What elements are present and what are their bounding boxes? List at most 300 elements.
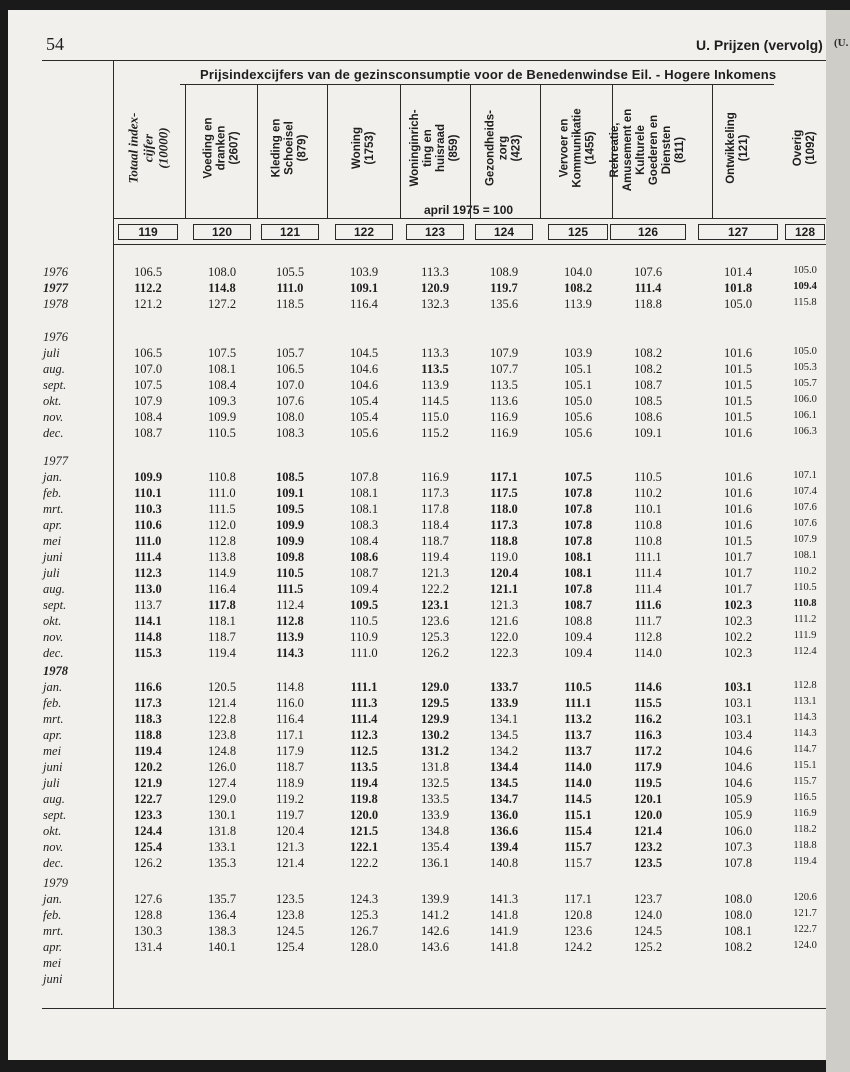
table-cell: 111.7 — [634, 614, 662, 628]
year-label: 1977 — [43, 281, 68, 295]
table-cell: 111.1 — [634, 550, 662, 564]
table-cell: 109.9 — [275, 518, 305, 532]
table-cell: 103.1 — [723, 712, 753, 726]
month-label: juli — [43, 346, 60, 360]
table-cell: 128.8 — [133, 908, 163, 922]
table-cell: 110.6 — [134, 518, 162, 532]
month-label: aug. — [43, 362, 65, 376]
table-cell: 105.7 — [793, 378, 817, 389]
table-cell: 107.9 — [133, 394, 163, 408]
month-label: juli — [43, 776, 60, 790]
table-cell: 128.0 — [349, 940, 379, 954]
table-cell: 106.5 — [133, 265, 163, 279]
table-cell: 143.6 — [420, 940, 450, 954]
table-cell: 102.2 — [723, 630, 753, 644]
table-cell: 134.2 — [489, 744, 519, 758]
table-cell: 122.8 — [207, 712, 237, 726]
table-cell: 108.3 — [349, 518, 379, 532]
table-cell: 108.0 — [207, 265, 237, 279]
table-cell: 118.8 — [134, 728, 162, 742]
month-label: jan. — [43, 680, 63, 694]
table-cell: 134.8 — [420, 824, 450, 838]
table-cell: 131.8 — [207, 824, 237, 838]
table-cell: 115.7 — [793, 776, 817, 787]
table-cell: 115.1 — [564, 808, 592, 822]
table-cell: 106.0 — [793, 394, 817, 405]
table-cell: 131.2 — [420, 744, 450, 758]
table-cell: 110.5 — [793, 582, 817, 593]
table-cell: 101.5 — [723, 378, 753, 392]
table-cell: 109.8 — [275, 550, 305, 564]
table-cell: 133.1 — [207, 840, 237, 854]
table-cell: 108.5 — [633, 394, 663, 408]
month-label: apr. — [43, 940, 63, 954]
month-label: feb. — [43, 696, 62, 710]
table-cell: 133.7 — [489, 680, 519, 694]
table-cell: 108.2 — [633, 362, 663, 376]
column-number: 121 — [279, 225, 301, 239]
table-cell: 114.8 — [208, 281, 236, 295]
table-cell: 130.1 — [207, 808, 237, 822]
table-cell: 119.2 — [276, 792, 304, 806]
table-cell: 125.4 — [133, 840, 163, 854]
table-cell: 120.2 — [133, 760, 163, 774]
table-cell: 109.5 — [275, 502, 305, 516]
table-cell: 141.8 — [489, 940, 519, 954]
table-cell: 126.7 — [349, 924, 379, 938]
table-cell: 112.8 — [276, 614, 304, 628]
table-cell: 116.9 — [793, 808, 817, 819]
table-cell: 125.2 — [633, 940, 663, 954]
month-label: aug. — [43, 792, 65, 806]
table-cell: 107.8 — [563, 502, 593, 516]
table-cell: 118.7 — [276, 760, 304, 774]
table-cell: 119.4 — [208, 646, 236, 660]
table-cell: 109.1 — [275, 486, 305, 500]
table-cell: 108.0 — [275, 410, 305, 424]
table-cell: 116.5 — [793, 792, 817, 803]
table-cell: 114.6 — [634, 680, 662, 694]
month-label: nov. — [43, 630, 64, 644]
table-cell: 108.3 — [275, 426, 305, 440]
month-label: sept. — [43, 598, 67, 612]
table-cell: 105.9 — [723, 792, 753, 806]
table-cell: 109.5 — [349, 598, 379, 612]
table-cell: 113.5 — [490, 378, 518, 392]
table-cell: 122.2 — [349, 856, 379, 870]
month-label: feb. — [43, 486, 62, 500]
column-header: Voeding en dranken (2607) — [202, 117, 241, 179]
table-cell: 110.2 — [634, 486, 662, 500]
table-cell: 110.5 — [208, 426, 236, 440]
month-label: okt. — [43, 614, 62, 628]
table-cell: 131.4 — [133, 940, 163, 954]
month-label: dec. — [43, 646, 64, 660]
table-cell: 112.2 — [134, 281, 162, 295]
column-divider — [470, 84, 471, 218]
table-cell: 108.0 — [723, 892, 753, 906]
table-cell: 107.0 — [275, 378, 305, 392]
table-cell: 119.7 — [276, 808, 304, 822]
table-left-rule — [113, 60, 114, 1008]
table-cell: 119.5 — [634, 776, 662, 790]
table-cell: 107.6 — [793, 518, 817, 529]
table-cell: 113.7 — [134, 598, 162, 612]
table-cell: 122.2 — [420, 582, 450, 596]
table-cell: 107.5 — [207, 346, 237, 360]
table-cell: 124.8 — [207, 744, 237, 758]
table-cell: 116.4 — [350, 297, 378, 311]
column-header: Woninginrich- ting en huisraad (859) — [409, 109, 460, 187]
table-cell: 104.6 — [349, 362, 379, 376]
table-cell: 107.0 — [133, 362, 163, 376]
table-cell: 123.8 — [275, 908, 305, 922]
table-cell: 113.3 — [421, 346, 449, 360]
table-cell: 113.2 — [564, 712, 592, 726]
table-cell: 138.3 — [207, 924, 237, 938]
table-cell: 114.7 — [793, 744, 817, 755]
table-cell: 117.5 — [490, 486, 518, 500]
column-number: 126 — [637, 225, 659, 239]
table-cell: 114.5 — [564, 792, 592, 806]
table-cell: 101.5 — [723, 394, 753, 408]
year-label: 1977 — [43, 454, 68, 468]
table-cell: 101.8 — [723, 281, 753, 295]
table-cell: 104.6 — [723, 760, 753, 774]
month-label: mrt. — [43, 712, 64, 726]
table-cell: 102.3 — [723, 646, 753, 660]
month-label: sept. — [43, 378, 67, 392]
table-cell: 104.0 — [563, 265, 593, 279]
table-cell: 123.8 — [207, 728, 237, 742]
column-header: Rekreatie, Amusement en Kulturele Goederen en Diensten (811) — [609, 108, 686, 192]
top-rule — [42, 60, 826, 61]
table-cell: 123.2 — [633, 840, 663, 854]
table-cell: 119.0 — [490, 550, 518, 564]
table-cell: 109.9 — [275, 534, 305, 548]
table-cell: 118.8 — [634, 297, 662, 311]
month-label: feb. — [43, 908, 62, 922]
table-cell: 107.6 — [793, 502, 817, 513]
month-label: juli — [43, 566, 60, 580]
table-cell: 123.1 — [420, 598, 450, 612]
table-cell: 116.2 — [634, 712, 662, 726]
table-cell: 108.7 — [349, 566, 379, 580]
year-label: 1978 — [43, 664, 68, 678]
base-period: april 1975 = 100 — [424, 203, 514, 217]
table-cell: 129.5 — [420, 696, 450, 710]
table-cell: 105.9 — [723, 808, 753, 822]
table-cell: 123.6 — [420, 614, 450, 628]
table-cell: 124.2 — [563, 940, 593, 954]
column-header: Kleding en Schoeisel (879) — [270, 118, 309, 178]
table-cell: 118.8 — [490, 534, 518, 548]
table-cell: 119.8 — [350, 792, 378, 806]
page-number: 54 — [46, 34, 64, 54]
table-cell: 106.5 — [133, 346, 163, 360]
table-cell: 111.0 — [276, 281, 304, 295]
table-cell: 108.1 — [207, 362, 237, 376]
table-cell: 113.5 — [350, 760, 378, 774]
month-label: dec. — [43, 856, 64, 870]
table-cell: 115.2 — [421, 426, 449, 440]
table-cell: 107.9 — [793, 534, 817, 545]
table-cell: 107.5 — [133, 378, 163, 392]
table-cell: 111.5 — [276, 582, 304, 596]
column-header: Ontwikkeling (121) — [725, 112, 750, 184]
table-cell: 141.8 — [489, 908, 519, 922]
table-cell: 111.4 — [634, 281, 662, 295]
table-cell: 108.7 — [133, 426, 163, 440]
month-label: nov. — [43, 840, 64, 854]
table-cell: 117.8 — [421, 502, 449, 516]
table-cell: 108.0 — [723, 908, 753, 922]
table-cell: 139.9 — [420, 892, 450, 906]
table-cell: 101.4 — [723, 265, 753, 279]
table-cell: 116.6 — [134, 680, 162, 694]
table-cell: 129.0 — [207, 792, 237, 806]
table-cell: 121.6 — [489, 614, 519, 628]
column-number: 119 — [138, 225, 158, 239]
table-cell: 141.9 — [489, 924, 519, 938]
table-cell: 110.5 — [564, 680, 592, 694]
table-cell: 115.1 — [793, 760, 817, 771]
table-cell: 121.4 — [275, 856, 305, 870]
table-cell: 117.9 — [276, 744, 304, 758]
table-cell: 134.4 — [489, 760, 519, 774]
table-cell: 141.3 — [489, 892, 519, 906]
column-number: 127 — [727, 225, 749, 239]
table-cell: 120.9 — [420, 281, 450, 295]
table-cell: 110.5 — [350, 614, 378, 628]
table-cell: 122.1 — [349, 840, 379, 854]
table-cell: 107.5 — [563, 470, 593, 484]
table-cell: 122.7 — [133, 792, 163, 806]
table-title: Prijsindexcijfers van de gezinsconsumptie voor de Benedenwindse Eil. - Hogere Inkomens — [200, 67, 777, 82]
table-cell: 108.7 — [633, 378, 663, 392]
table-cell: 105.4 — [349, 410, 379, 424]
month-label: mei — [43, 744, 62, 758]
table-cell: 118.1 — [208, 614, 236, 628]
table-cell: 120.4 — [489, 566, 519, 580]
table-cell: 112.4 — [793, 646, 817, 657]
table-cell: 123.5 — [275, 892, 305, 906]
table-cell: 111.4 — [634, 566, 662, 580]
table-cell: 135.6 — [489, 297, 519, 311]
table-cell: 112.0 — [208, 518, 236, 532]
table-cell: 126.0 — [207, 760, 237, 774]
table-cell: 119.4 — [350, 776, 378, 790]
table-cell: 104.6 — [723, 744, 753, 758]
table-cell: 117.3 — [421, 486, 449, 500]
table-cell: 110.2 — [793, 566, 817, 577]
year-label: 1978 — [43, 297, 68, 311]
month-label: okt. — [43, 824, 62, 838]
table-cell: 104.5 — [349, 346, 379, 360]
table-cell: 109.9 — [207, 410, 237, 424]
column-header: Gezondheids- zorg (423) — [484, 109, 523, 187]
column-number: 124 — [493, 225, 515, 239]
table-cell: 136.0 — [489, 808, 519, 822]
table-cell: 108.2 — [633, 346, 663, 360]
table-cell: 114.8 — [276, 680, 304, 694]
table-cell: 116.9 — [421, 470, 449, 484]
table-cell: 111.3 — [350, 696, 378, 710]
column-divider — [257, 84, 258, 218]
table-cell: 111.0 — [134, 534, 162, 548]
table-cell: 101.6 — [723, 486, 753, 500]
table-cell: 134.5 — [489, 728, 519, 742]
table-cell: 101.5 — [723, 534, 753, 548]
table-cell: 116.9 — [490, 426, 518, 440]
year-label: 1979 — [43, 876, 68, 890]
table-cell: 134.1 — [489, 712, 519, 726]
table-cell: 105.6 — [563, 426, 593, 440]
table-cell: 135.7 — [207, 892, 237, 906]
column-number: 122 — [353, 225, 375, 239]
column-number: 120 — [211, 225, 233, 239]
table-cell: 103.1 — [723, 680, 753, 694]
table-cell: 101.7 — [723, 550, 753, 564]
table-cell: 108.1 — [723, 924, 753, 938]
table-cell: 141.2 — [420, 908, 450, 922]
table-cell: 125.3 — [349, 908, 379, 922]
table-cell: 117.2 — [634, 744, 662, 758]
table-cell: 123.6 — [563, 924, 593, 938]
table-cell: 114.3 — [793, 712, 817, 723]
table-cell: 113.8 — [208, 550, 236, 564]
table-cell: 136.4 — [207, 908, 237, 922]
table-cell: 104.6 — [349, 378, 379, 392]
table-cell: 108.1 — [793, 550, 817, 561]
table-cell: 120.5 — [207, 680, 237, 694]
table-cell: 105.4 — [349, 394, 379, 408]
table-cell: 121.1 — [489, 582, 519, 596]
table-cell: 124.0 — [793, 940, 817, 951]
column-divider — [327, 84, 328, 218]
table-cell: 113.3 — [421, 265, 449, 279]
table-cell: 101.5 — [723, 362, 753, 376]
column-divider — [540, 84, 541, 218]
table-cell: 117.1 — [276, 728, 304, 742]
table-cell: 127.6 — [133, 892, 163, 906]
table-cell: 108.1 — [349, 502, 379, 516]
table-cell: 123.7 — [633, 892, 663, 906]
table-cell: 121.5 — [349, 824, 379, 838]
table-cell: 107.8 — [723, 856, 753, 870]
table-cell: 111.6 — [634, 598, 662, 612]
month-label: jan. — [43, 892, 63, 906]
table-cell: 110.5 — [634, 470, 662, 484]
table-cell: 109.4 — [349, 582, 379, 596]
month-label: mrt. — [43, 924, 64, 938]
table-cell: 105.0 — [563, 394, 593, 408]
table-cell: 108.8 — [563, 614, 593, 628]
table-cell: 112.8 — [793, 680, 817, 691]
table-cell: 135.3 — [207, 856, 237, 870]
table-cell: 107.3 — [723, 840, 753, 854]
table-cell: 133.9 — [420, 808, 450, 822]
table-cell: 108.1 — [349, 486, 379, 500]
table-cell: 106.5 — [275, 362, 305, 376]
table-cell: 110.9 — [350, 630, 378, 644]
table-cell: 108.5 — [275, 470, 305, 484]
table-cell: 116.4 — [208, 582, 236, 596]
table-cell: 117.1 — [490, 470, 518, 484]
table-cell: 107.9 — [489, 346, 519, 360]
table-cell: 136.1 — [420, 856, 450, 870]
table-cell: 111.1 — [564, 696, 592, 710]
table-cell: 118.7 — [421, 534, 449, 548]
table-cell: 134.5 — [489, 776, 519, 790]
table-cell: 111.2 — [793, 614, 817, 625]
table-cell: 121.3 — [275, 840, 305, 854]
table-cell: 113.7 — [564, 728, 592, 742]
table-cell: 127.4 — [207, 776, 237, 790]
table-cell: 101.7 — [723, 566, 753, 580]
table-cell: 110.8 — [208, 470, 236, 484]
table-cell: 111.0 — [208, 486, 236, 500]
table-cell: 113.6 — [490, 394, 518, 408]
column-header: Totaal index- cijfer (10000) — [125, 112, 171, 184]
table-cell: 118.4 — [421, 518, 449, 532]
table-cell: 108.2 — [563, 281, 593, 295]
table-cell: 105.6 — [349, 426, 379, 440]
table-cell: 120.4 — [275, 824, 305, 838]
table-cell: 111.4 — [134, 550, 162, 564]
table-cell: 124.5 — [633, 924, 663, 938]
table-cell: 120.1 — [633, 792, 663, 806]
table-cell: 103.9 — [349, 265, 379, 279]
table-cell: 122.3 — [489, 646, 519, 660]
table-cell: 113.7 — [564, 744, 592, 758]
month-label: aug. — [43, 582, 65, 596]
table-cell: 111.1 — [350, 680, 378, 694]
year-label: 1976 — [43, 265, 68, 279]
table-cell: 108.4 — [349, 534, 379, 548]
table-cell: 113.9 — [276, 630, 304, 644]
table-cell: 115.5 — [634, 696, 662, 710]
table-cell: 119.4 — [793, 856, 817, 867]
table-cell: 114.0 — [634, 646, 662, 660]
table-cell: 134.7 — [489, 792, 519, 806]
table-cell: 118.0 — [490, 502, 518, 516]
table-cell: 136.6 — [489, 824, 519, 838]
table-cell: 109.4 — [563, 646, 593, 660]
table-cell: 119.7 — [490, 281, 518, 295]
table-cell: 125.4 — [275, 940, 305, 954]
month-label: okt. — [43, 394, 62, 408]
month-label: mei — [43, 534, 62, 548]
table-cell: 124.5 — [275, 924, 305, 938]
table-cell: 118.2 — [793, 824, 817, 835]
month-label: apr. — [43, 518, 63, 532]
year-label: 1976 — [43, 330, 68, 344]
table-cell: 114.5 — [421, 394, 449, 408]
table-cell: 107.1 — [793, 470, 817, 481]
table-cell: 104.6 — [723, 776, 753, 790]
table-cell: 113.0 — [134, 582, 162, 596]
table-cell: 107.8 — [349, 470, 379, 484]
table-cell: 109.3 — [207, 394, 237, 408]
table-cell: 142.6 — [420, 924, 450, 938]
table-cell: 120.8 — [563, 908, 593, 922]
table-cell: 114.3 — [793, 728, 817, 739]
table-cell: 107.8 — [563, 518, 593, 532]
table-cell: 108.6 — [349, 550, 379, 564]
table-cell: 116.9 — [490, 410, 518, 424]
table-cell: 111.5 — [208, 502, 236, 516]
